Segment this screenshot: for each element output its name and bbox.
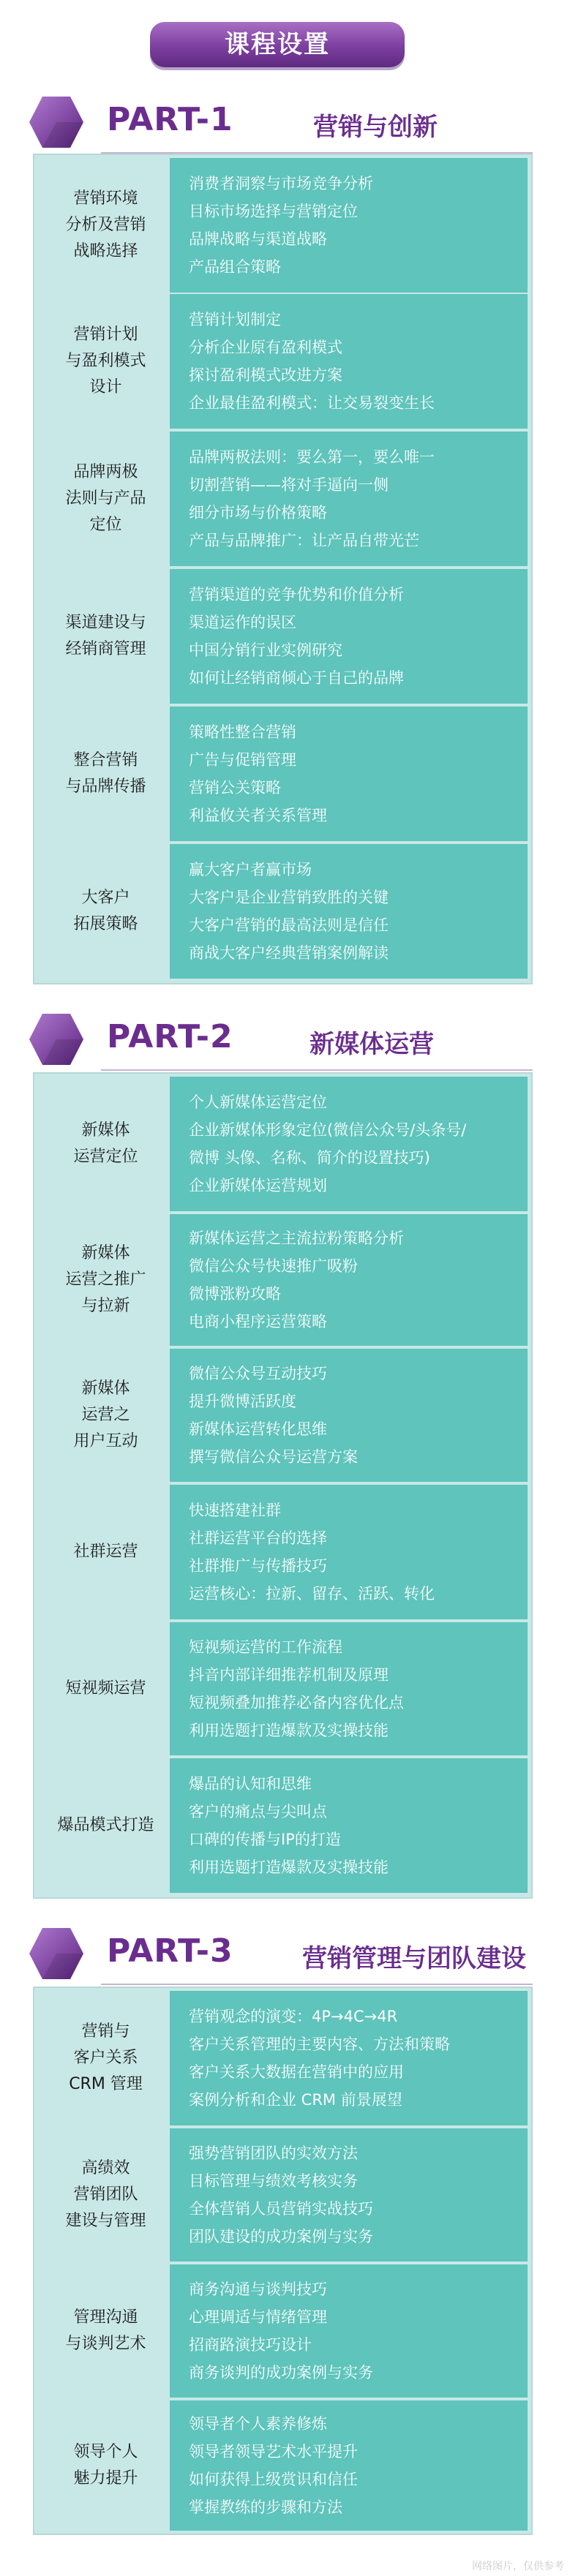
- list-item: 掌握教练的步骤和方法: [189, 2498, 342, 2516]
- list-item: 营销观念的演变：4P→4C→4R: [189, 2008, 398, 2025]
- part-header: [28, 1925, 540, 1984]
- list-item: 商务沟通与谈判技巧: [189, 2281, 327, 2298]
- table-row: [42, 158, 528, 293]
- part-table: [33, 1072, 533, 1899]
- list-item: 微信公众号快速推广吸粉: [189, 1257, 358, 1275]
- table-row: [42, 844, 528, 979]
- part-header: [28, 94, 540, 152]
- part-table: [33, 154, 533, 984]
- row-items-cell: [170, 158, 528, 293]
- list-item: 产品与品牌推广：让产品自带光芒: [189, 532, 419, 549]
- row-topic-label: 营销环境 分析及营销 战略选择: [65, 189, 146, 260]
- row-topic-cell: [42, 1349, 170, 1482]
- list-item: 如何获得上级赏识和信任: [189, 2471, 358, 2488]
- list-item: 领导者个人素养修炼: [189, 2415, 327, 2433]
- list-item: 微信公众号互动技巧: [189, 1365, 327, 1382]
- list-item: 个人新媒体运营定位: [189, 1093, 327, 1111]
- row-topic-label: 新媒体 运营之推广 与拉新: [65, 1244, 146, 1315]
- table-row: [42, 1991, 528, 2125]
- list-item: 渠道运作的误区: [189, 614, 296, 631]
- list-item: 心理调适与情绪管理: [189, 2308, 327, 2326]
- row-topic-label: 营销与 客户关系 CRM 管理: [69, 2022, 143, 2093]
- row-topic-label: 渠道建设与 经销商管理: [65, 614, 146, 658]
- hexagon-icon: [28, 1011, 85, 1068]
- row-topic-label: 大客户 拓展策略: [73, 889, 138, 933]
- list-item: 细分市场与价格策略: [189, 504, 327, 521]
- list-item: 营销公关策略: [189, 779, 281, 796]
- row-items-cell: [170, 1758, 528, 1893]
- list-item: 分析企业原有盈利模式: [189, 339, 342, 356]
- row-topic-cell: [42, 1485, 170, 1619]
- row-topic-label: 新媒体 运营定位: [73, 1121, 138, 1166]
- hexagon-icon: [28, 1925, 85, 1982]
- list-item: 企业最佳盈利模式：让交易裂变生长: [189, 394, 435, 412]
- list-item: 利用选题打造爆款及实操技能: [189, 1722, 389, 1739]
- list-item: 社群运营平台的选择: [189, 1529, 327, 1547]
- page-title: 课程设置: [225, 30, 330, 59]
- list-item: 消费者洞察与市场竞争分析: [189, 175, 373, 192]
- table-row: [42, 2264, 528, 2398]
- row-items-cell: [170, 1349, 528, 1482]
- table-row: [42, 1622, 528, 1755]
- list-item: 运营核心：拉新、留存、活跃、转化: [189, 1585, 435, 1603]
- row-topic-label: 爆品模式打造: [57, 1816, 154, 1834]
- list-item: 电商小程序运营策略: [189, 1313, 327, 1330]
- table-row: [42, 1349, 528, 1482]
- list-item: 企业新媒体运营规划: [189, 1177, 327, 1194]
- row-topic-cell: [42, 844, 170, 979]
- list-item: 招商路演技巧设计: [189, 2336, 312, 2354]
- list-item: 利益攸关者关系管理: [189, 807, 327, 824]
- list-item: 广告与促销管理: [189, 751, 296, 769]
- row-topic-cell: [42, 707, 170, 841]
- row-topic-label: 短视频运营: [65, 1679, 146, 1698]
- row-topic-label: 营销计划 与盈利模式 设计: [65, 325, 146, 396]
- hexagon-icon: [28, 94, 85, 151]
- row-topic-cell: [42, 1758, 170, 1893]
- part-title: 营销与创新: [313, 113, 438, 142]
- row-items-cell: [170, 432, 528, 566]
- list-item: 案例分析和企业 CRM 前景展望: [189, 2091, 402, 2109]
- part-table: [33, 1986, 533, 2535]
- table-row: [42, 1214, 528, 1346]
- list-item: 客户的痛点与尖叫点: [189, 1803, 327, 1820]
- list-item: 社群推广与传播技巧: [189, 1557, 327, 1575]
- list-item: 爆品的认知和思维: [189, 1775, 312, 1793]
- part-header: [28, 1011, 540, 1069]
- table-row: [42, 432, 528, 566]
- part-divider: [101, 1984, 533, 1985]
- list-item: 新媒体运营转化思维: [189, 1420, 327, 1438]
- list-item: 短视频运营的工作流程: [189, 1638, 342, 1656]
- row-topic-cell: [42, 158, 170, 293]
- row-topic-cell: [42, 2400, 170, 2531]
- row-items-cell: [170, 294, 528, 429]
- row-topic-cell: [42, 1622, 170, 1755]
- row-topic-label: 高绩效 营销团队 建设与管理: [65, 2159, 146, 2230]
- list-item: 营销计划制定: [189, 311, 281, 328]
- table-row: [42, 2128, 528, 2261]
- row-topic-cell: [42, 294, 170, 429]
- list-item: 目标管理与绩效考核实务: [189, 2172, 358, 2190]
- list-item: 策略性整合营销: [189, 723, 296, 741]
- row-topic-cell: [42, 1991, 170, 2125]
- list-item: 中国分销行业实例研究: [189, 641, 342, 659]
- list-item: 如何让经销商倾心于自己的品牌: [189, 669, 404, 687]
- row-topic-cell: [42, 2128, 170, 2261]
- row-items-cell: [170, 569, 528, 704]
- list-item: 赢大客户者赢市场: [189, 861, 312, 878]
- list-item: 企业新媒体形象定位(微信公众号/头条号/: [189, 1121, 467, 1139]
- row-items-cell: [170, 2264, 528, 2398]
- list-item: 大客户是企业营销致胜的关键: [189, 889, 389, 906]
- list-item: 提升微博活跃度: [189, 1393, 296, 1410]
- table-row: [42, 294, 528, 429]
- part-number: PART-3: [107, 1932, 233, 1970]
- row-topic-cell: [42, 1077, 170, 1211]
- list-item: 微博涨粉攻略: [189, 1285, 281, 1303]
- list-item: 撰写微信公众号运营方案: [189, 1448, 358, 1466]
- list-item: 抖音内部详细推荐机制及原理: [189, 1666, 389, 1684]
- row-topic-cell: [42, 569, 170, 704]
- table-row: [42, 569, 528, 704]
- part-title: 新媒体运营: [310, 1030, 434, 1059]
- row-topic-label: 整合营销 与品牌传播: [65, 751, 146, 796]
- row-items-cell: [170, 844, 528, 979]
- list-item: 营销渠道的竞争优势和价值分析: [189, 586, 404, 603]
- watermark: 网络图片，仅供参考: [472, 2561, 564, 2572]
- list-item: 探讨盈利模式改进方案: [189, 366, 342, 384]
- row-topic-label: 新媒体 运营之 用户互动: [73, 1379, 138, 1450]
- list-item: 短视频叠加推荐必备内容优化点: [189, 1694, 404, 1711]
- row-items-cell: [170, 1214, 528, 1346]
- row-items-cell: [170, 1622, 528, 1755]
- row-items-cell: [170, 1485, 528, 1619]
- row-items-cell: [170, 2128, 528, 2261]
- table-row: [42, 1077, 528, 1211]
- row-topic-label: 品牌两极 法则与产品 定位: [65, 463, 146, 534]
- row-topic-label: 管理沟通 与谈判艺术: [65, 2308, 146, 2353]
- list-item: 新媒体运营之主流拉粉策略分析: [189, 1229, 404, 1247]
- part-number: PART-1: [107, 101, 233, 138]
- row-items-cell: [170, 1991, 528, 2125]
- header-banner: [150, 22, 405, 73]
- list-item: 微博 头像、名称、简介的设置技巧): [189, 1149, 430, 1167]
- part-number: PART-2: [107, 1018, 233, 1055]
- list-item: 客户关系大数据在营销中的应用: [189, 2063, 404, 2081]
- list-item: 品牌战略与渠道战略: [189, 230, 327, 248]
- list-item: 口碑的传播与IP的打造: [189, 1831, 341, 1848]
- list-item: 团队建设的成功案例与实务: [189, 2228, 373, 2245]
- row-items-cell: [170, 1077, 528, 1211]
- list-item: 客户关系管理的主要内容、方法和策略: [189, 2035, 450, 2053]
- row-topic-label: 领导个人 魅力提升: [73, 2443, 138, 2488]
- table-row: [42, 1758, 528, 1893]
- row-topic-label: 社群运营: [73, 1543, 138, 1561]
- list-item: 切割营销——将对手逼向一侧: [189, 476, 389, 494]
- row-items-cell: [170, 707, 528, 841]
- list-item: 商战大客户经典营销案例解读: [189, 944, 389, 962]
- list-item: 领导者领导艺术水平提升: [189, 2443, 358, 2460]
- row-topic-cell: [42, 432, 170, 566]
- list-item: 商务谈判的成功案例与实务: [189, 2364, 373, 2381]
- table-row: [42, 2400, 528, 2531]
- list-item: 利用选题打造爆款及实操技能: [189, 1858, 389, 1876]
- row-items-cell: [170, 2400, 528, 2531]
- list-item: 品牌两极法则：要么第一，要么唯一: [189, 448, 435, 466]
- list-item: 快速搭建社群: [189, 1502, 281, 1519]
- list-item: 产品组合策略: [189, 258, 281, 276]
- part-divider: [101, 1069, 533, 1071]
- list-item: 大客户营销的最高法则是信任: [189, 916, 389, 934]
- table-row: [42, 1485, 528, 1619]
- row-topic-cell: [42, 2264, 170, 2398]
- list-item: 强势营销团队的实效方法: [189, 2144, 358, 2162]
- table-row: [42, 707, 528, 841]
- row-topic-cell: [42, 1214, 170, 1346]
- list-item: 目标市场选择与营销定位: [189, 203, 358, 220]
- list-item: 全体营销人员营销实战技巧: [189, 2200, 373, 2218]
- part-title: 营销管理与团队建设: [302, 1944, 526, 1973]
